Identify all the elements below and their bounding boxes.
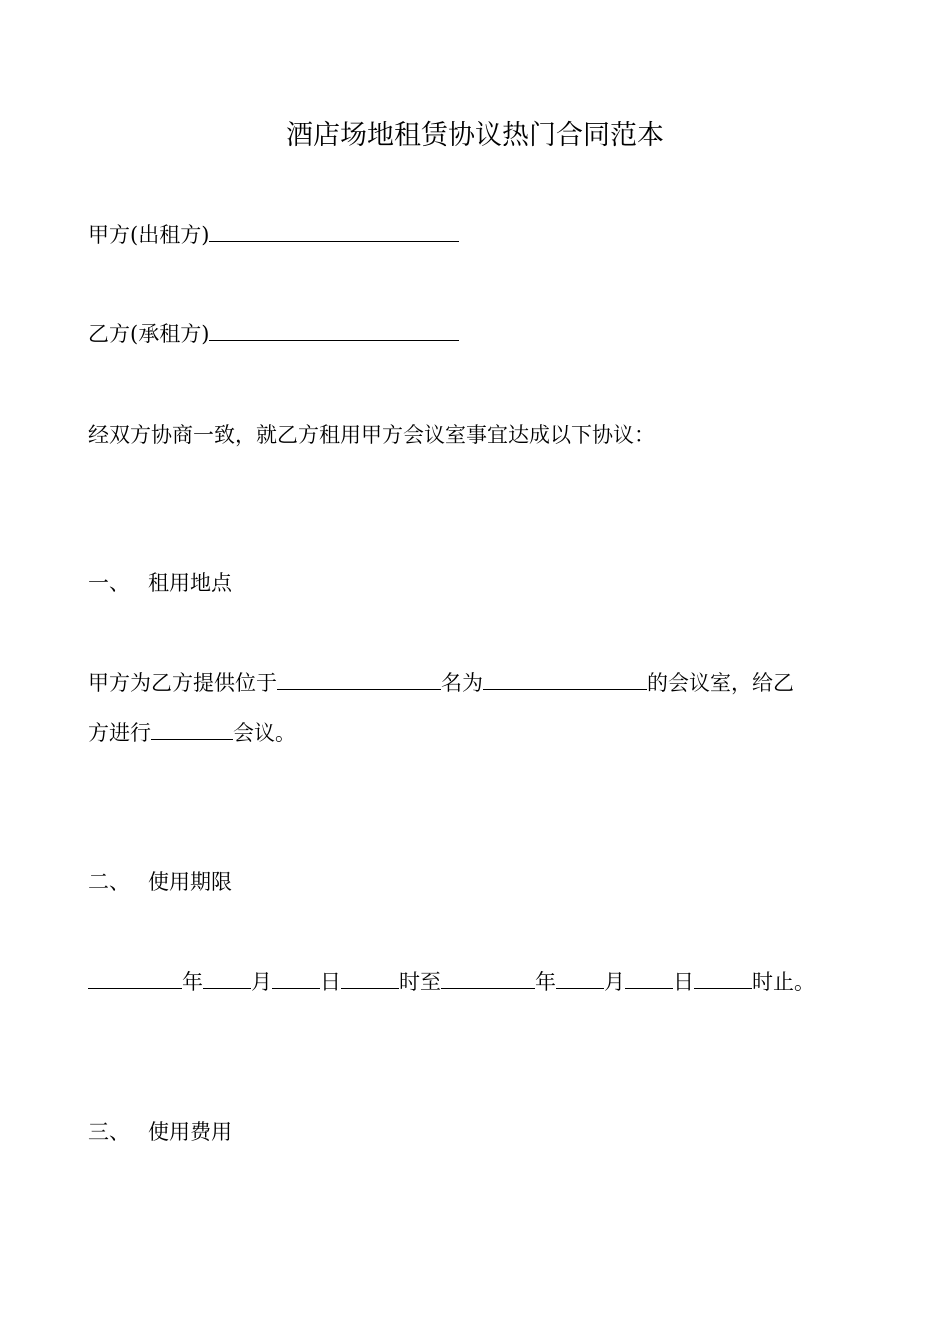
end-year-blank: [441, 967, 535, 989]
start-month-blank: [203, 967, 251, 989]
start-year-label: 年: [182, 970, 203, 994]
section-2-heading: [88, 867, 232, 897]
section-1-heading: [88, 568, 232, 598]
document-title: 酒店场地租赁协议热门合同范本: [286, 120, 664, 151]
section-1-number: 一、: [88, 571, 130, 595]
section-2-number: 二、: [88, 870, 130, 894]
end-year-label: 年: [535, 970, 556, 994]
start-day-label: 日: [320, 970, 341, 994]
section-1-text-2: 名为: [441, 671, 483, 695]
end-hour-label: 时止。: [752, 970, 815, 994]
section-1-text-3: 的会议室，给乙: [647, 671, 794, 695]
room-name-blank: [483, 668, 647, 690]
section-2-title: 使用期限: [148, 870, 232, 894]
section-3-heading: [88, 1117, 232, 1147]
end-day-label: 日: [673, 970, 694, 994]
party-a-line: [88, 220, 459, 250]
section-3-number: 三、: [88, 1120, 130, 1144]
section-1-body-line-1: [88, 668, 794, 698]
party-b-label: 乙方(承租方): [88, 322, 210, 346]
party-a-blank: [209, 220, 459, 242]
party-b-line: [88, 319, 459, 349]
start-month-label: 月: [251, 970, 272, 994]
party-b-blank: [209, 319, 459, 341]
meeting-type-blank: [151, 718, 233, 740]
start-hour-blank: [341, 967, 399, 989]
section-1-text-1: 甲方为乙方提供位于: [88, 671, 277, 695]
section-1-text-5: 会议。: [233, 721, 296, 745]
end-month-blank: [556, 967, 604, 989]
section-3-title: 使用费用: [148, 1120, 232, 1144]
intro-paragraph: 经双方协商一致，就乙方租用甲方会议室事宜达成以下协议：: [88, 423, 655, 447]
section-1-text-4: 方进行: [88, 721, 151, 745]
section-2-body: [88, 967, 815, 997]
end-month-label: 月: [604, 970, 625, 994]
start-day-blank: [272, 967, 320, 989]
section-1-body-line-2: [88, 718, 296, 748]
start-year-blank: [88, 967, 182, 989]
end-day-blank: [625, 967, 673, 989]
end-hour-blank: [694, 967, 752, 989]
start-hour-label: 时至: [399, 970, 441, 994]
section-1-title: 租用地点: [148, 571, 232, 595]
party-a-label: 甲方(出租方): [88, 223, 210, 247]
location-blank: [277, 668, 441, 690]
